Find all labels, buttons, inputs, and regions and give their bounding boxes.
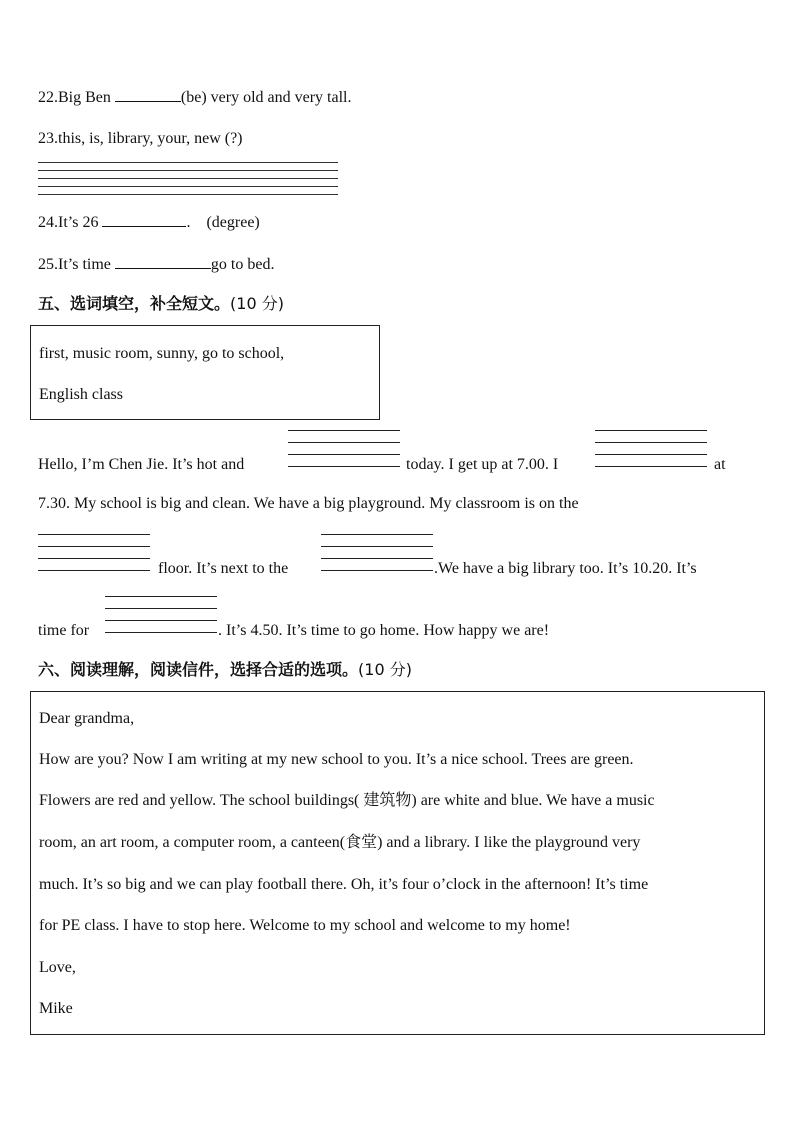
question-text: Big Ben bbox=[58, 89, 111, 106]
question-24 bbox=[38, 212, 260, 233]
cloze-text: . It’s 4.50. It’s time to go home. How happy we are! bbox=[218, 622, 550, 639]
word-bank-line: first, music room, sunny, go to school, bbox=[39, 345, 285, 362]
letter-line: Flowers are red and yellow. The school buildings( 建筑物) are white and blue. We have a music bbox=[39, 792, 655, 809]
question-number: 25. bbox=[38, 256, 58, 273]
word-bank-box bbox=[30, 325, 380, 420]
cloze-blank-4[interactable] bbox=[321, 534, 433, 582]
answer-blank[interactable] bbox=[115, 87, 181, 102]
cloze-text: floor. It’s next to the bbox=[158, 560, 289, 577]
question-22 bbox=[38, 87, 352, 108]
question-text: (be) very old and very tall. bbox=[180, 89, 352, 106]
section-5-heading bbox=[38, 294, 284, 314]
cloze-text: at bbox=[714, 456, 726, 473]
question-text: It’s 26 bbox=[58, 214, 99, 231]
letter-line: room, an art room, a computer room, a canteen(食堂) and a library. I like the playground very bbox=[39, 834, 641, 851]
letter-line: How are you? Now I am writing at my new school to you. It’s a nice school. Trees are green. bbox=[39, 751, 634, 768]
letter-signature: Mike bbox=[39, 1000, 73, 1017]
question-number: 22. bbox=[38, 89, 58, 106]
cloze-blank-5[interactable] bbox=[105, 596, 217, 644]
letter-greeting: Dear grandma, bbox=[39, 710, 135, 727]
answer-blank[interactable] bbox=[115, 254, 211, 269]
letter-line: for PE class. I have to stop here. Welcome to my school and welcome to my home! bbox=[39, 917, 571, 934]
question-hint: (degree) bbox=[206, 214, 260, 231]
question-text: It’s time bbox=[58, 256, 111, 273]
question-text: go to bed. bbox=[210, 256, 275, 273]
section-score: (10 分) bbox=[230, 294, 284, 313]
question-text: this, is, library, your, new (?) bbox=[58, 130, 243, 147]
word-bank-line: English class bbox=[39, 386, 123, 403]
question-23 bbox=[38, 129, 243, 149]
answer-writing-lines[interactable] bbox=[38, 162, 338, 202]
cloze-blank-1[interactable] bbox=[288, 430, 400, 478]
section-title: 六、阅读理解，阅读信件，选择合适的选项。 bbox=[38, 660, 359, 679]
letter-box bbox=[30, 691, 765, 1035]
section-title: 五、选词填空，补全短文。 bbox=[38, 294, 231, 313]
letter-closing: Love, bbox=[39, 959, 76, 976]
cloze-text: .We have a big library too. It’s 10.20. It’s bbox=[434, 560, 697, 577]
letter-line: much. It’s so big and we can play football there. Oh, it’s four o’clock in the afternoon! It’s time bbox=[39, 876, 649, 893]
cloze-text: today. I get up at 7.00. I bbox=[406, 456, 559, 473]
question-number: 24. bbox=[38, 214, 58, 231]
cloze-text: Hello, I’m Chen Jie. It’s hot and bbox=[38, 456, 245, 473]
cloze-blank-3[interactable] bbox=[38, 534, 150, 582]
section-score: (10 分) bbox=[358, 660, 412, 679]
cloze-text: 7.30. My school is big and clean. We have a big playground. My classroom is on the bbox=[38, 495, 579, 512]
cloze-text: time for bbox=[38, 622, 90, 639]
section-6-heading bbox=[38, 660, 412, 680]
question-25 bbox=[38, 254, 274, 275]
question-text: . bbox=[186, 214, 191, 231]
answer-blank[interactable] bbox=[102, 212, 186, 227]
question-number: 23. bbox=[38, 130, 58, 147]
cloze-blank-2[interactable] bbox=[595, 430, 707, 478]
